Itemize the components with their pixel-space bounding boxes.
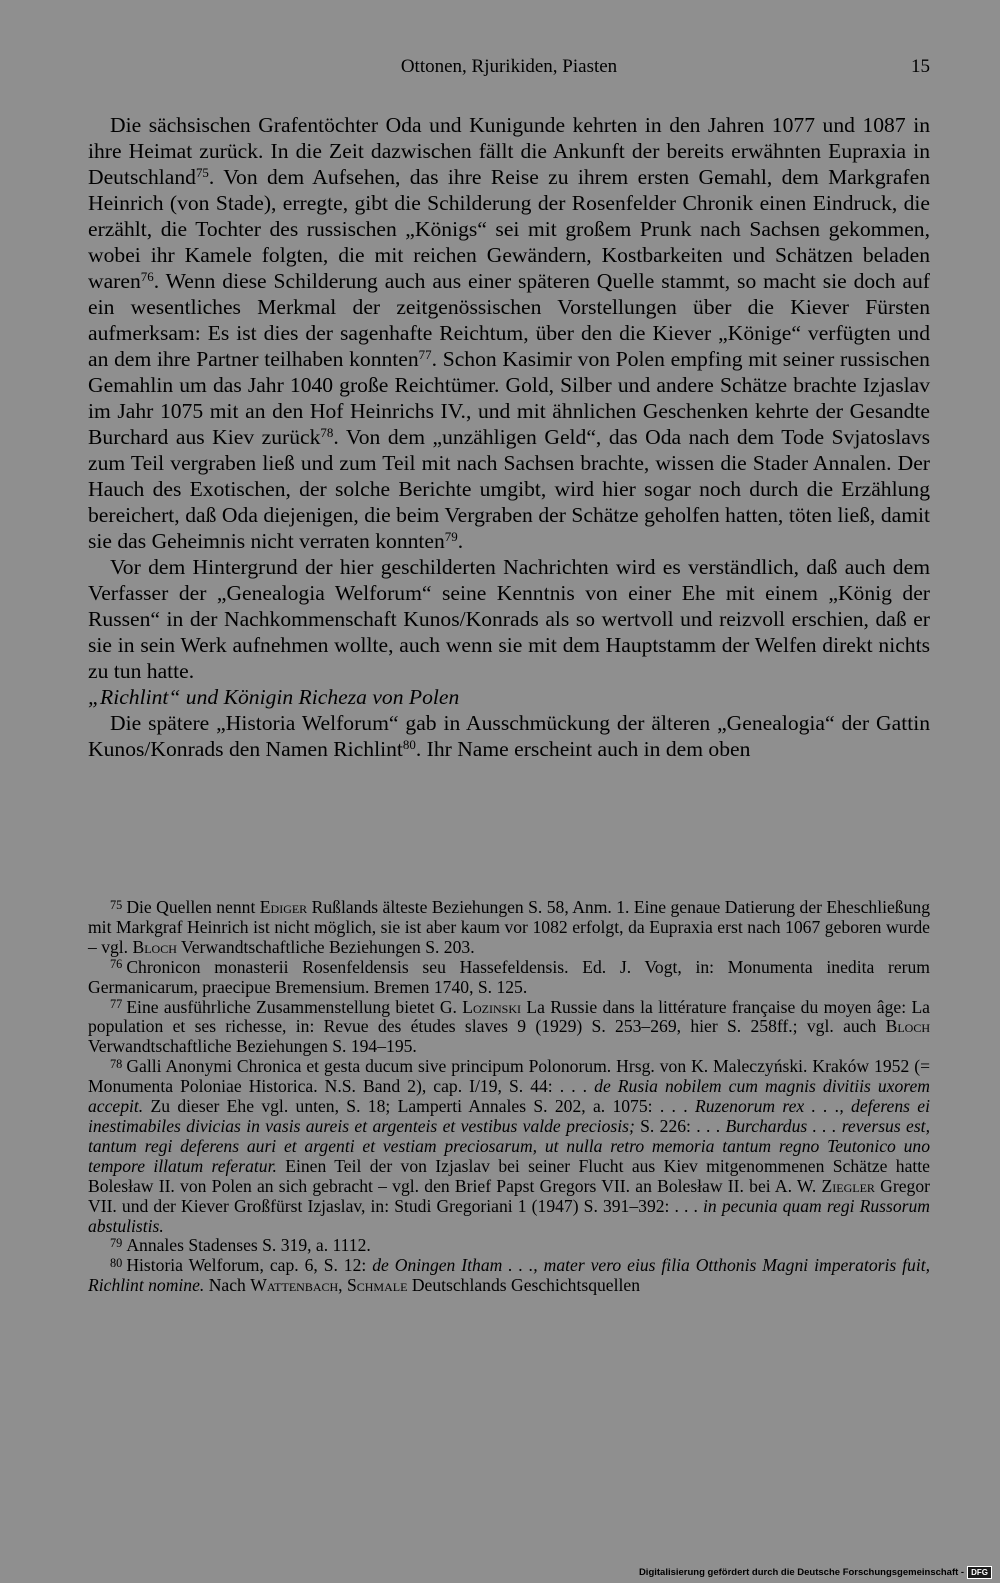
footnote-number: 76 [110,957,123,972]
footnote-80: $^{80}$ Historia Welforum, cap. 6, S. 12: de Oningen Itham . . ., mater vero eius filia Otthonis Magni imperatoris fuit, Richlint nomine. Nach Wattenbach, Schmale Deutschlands Geschichtsquellen [88,1255,930,1296]
footnote-number: 80 [110,1256,123,1271]
footnote-79: $^{79}$ Annales Stadenses S. 319, a. 1112. [110,1235,371,1256]
footnote-78: $^{78}$ Galli Anonymi Chronica et gesta ducum sive principum Polonorum. Hrsg. von K. Maleczyński. Kraków 1952 (= Monumenta Poloniae Historica. N.S. Band 2), cap. I/19, S. 44: . . . de Rusia nobilem cum magnis divitiis uxorem accepit. Zu dieser Ehe vgl. unten, S. 18; Lamperti Annales S. 202, a. 1075: . . . Ruzenorum rex . . ., deferens ei inestimabiles divicias in vasis aureis et argenteis et vestibus valde preciosis; S. 226: . . . Burchardus . . . reversus est, tantum regi deferens auri et argenti et vestiam preciosarum, ut nulla retro memoria tantum regno Teutonico uno tempore illatum referatur. Einen Teil der von Izjaslav bei seiner Flucht aus Kiev mitgenommenen Schätze hatte Bolesław II. von Polen an sich gebracht – vgl. den Brief Papst Gregors VII. an Bolesław II. bei A. W. Ziegler Gregor VII. und der Kiever Großfürst Izjaslav, in: Studi Gregoriani 1 (1947) S. 391–392: . . . in pecunia quam regi Russorum abstulistis. [88,1056,931,1236]
footnote-ref[interactable]: 75 [195,164,209,180]
running-title: Ottonen, Rjurikiden, Piasten [400,56,618,77]
paragraph: Die spätere „Historia Welforum“ gab in Ausschmückung der älteren „Genealogia“ der Gattin Kunos/Konrads den Namen Richlint$^{80}$. Ihr Name erscheint auch in dem oben [88,711,930,761]
footnotes [88,898,930,1296]
paragraph: Die sächsischen Grafentöchter Oda und Kunigunde kehrten in den Jahren 1077 und 1087 in ihre Heimat zurück. In die Zeit dazwischen fällt die Ankunft der bereits erwähnten Eupraxia in Deutschland$^{75}$. Von dem Aufsehen, das ihre Reise zu ihrem ersten Gemahl, dem Markgrafen Heinrich (von Stade), erregte, gibt die Schilderung der Rosenfelder Chronik einen Eindruck, die erzählt, die Tochter des russischen „Königs“ sei mit großem Prunk nach Sachsen gekommen, wobei ihr Kamele folgten, die mit reichen Gewändern, Kostbarkeiten und Schätzen beladen waren$^{76}$. Wenn diese Schilderung auch aus einer späteren Quelle stammt, so macht sie doch auf ein wesentliches Merkmal der zeitgenössischen Vorstellungen über die Kiever Fürsten aufmerksam: Es ist dies der sagenhafte Reichtum, über den die Kiever „Könige“ verfügten und an dem ihre Partner teilhaben konnten$^{77}$. Schon Kasimir von Polen empfing mit seiner russischen Gemahlin um das Jahr 1040 große Reichtümer. Gold, Silber und andere Schätze brachte Izjaslav im Jahr 1075 mit an den Hof Heinrichs IV., und mit ähnlichen Geschenken kehrte der Gesandte Burchard aus Kiev zurück$^{78}$. Von dem „unzähligen Geld“, das Oda nach dem Tode Svjatoslavs zum Teil vergraben ließ und zum Teil mit nach Sachsen brachte, wissen die Stader Annalen. Der Hauch des Exotischen, der solche Berichte umgibt, wird hier sogar noch durch die Erzählung bereichert, daß Oda diejenigen, die beim Vergraben der Schätze geholfen hatten, töten ließ, damit sie das Geheimnis nicht verraten konnten$^{79}$. [88,113,930,553]
footnote-number: 78 [110,1056,123,1071]
page-header [88,56,930,82]
footnote-77: $^{77}$ Eine ausführliche Zusammenstellung bietet G. Lozinski La Russie dans la littérature française du moyen âge: La population et ses richesse, in: Revue des études slaves 9 (1929) S. 253–269, hier S. 258ff.; vgl. auch Bloch Verwandtschaftliche Beziehungen S. 194–195. [88,996,930,1057]
footnote-75: $^{75}$ Die Quellen nennt Ediger Rußlands älteste Beziehungen S. 58, Anm. 1. Eine genaue Datierung der Eheschließung mit Markgraf Heinrich ist nicht möglich, sie ist aber kaum vor 1082 erfolgt, da Eupraxia erst nach 1067 geboren wurde – vgl. Bloch Verwandtschaftliche Beziehungen S. 203. [88,897,930,957]
banner-text: Digitalisierung gefördert durch die Deutsche Forschungsgemeinschaft - [638,1566,965,1578]
footnote-ref[interactable]: 77 [418,346,432,362]
footnote-number: 75 [110,897,123,912]
main-text [88,112,930,762]
footnote-ref[interactable]: 80 [402,736,416,752]
footnote-ref[interactable]: 79 [444,528,458,544]
paragraph: Vor dem Hintergrund der hier geschilderten Nachrichten wird es verständlich, daß auch dem Verfasser der „Genealogia Welforum“ seine Kenntnis von einer Ehe mit einem „König der Russen“ in der Nachkommenschaft Kunos/Konrads als so wertvoll und reizvoll erschien, daß er sie in sein Werk aufnehmen wollte, auch wenn sie mit dem Hauptstamm der Welfen direkt nichts zu tun hatte. [88,555,930,683]
footnote-number: 79 [110,1236,123,1251]
footnote-ref[interactable]: 78 [320,424,334,440]
page-number: 15 [911,56,930,77]
section-heading: „Richlint“ und Königin Richeza von Polen [88,685,460,709]
footnote-ref[interactable]: 76 [140,268,154,284]
footnote-76: $^{76}$ Chronicon monasterii Rosenfeldensis seu Hassefeldensis. Ed. J. Vogt, in: Monumenta inedita rerum Germanicarum, praecipue Bremensium. Bremen 1740, S. 125. [88,956,930,997]
footnote-number: 77 [110,997,123,1012]
digitization-banner [639,1565,992,1579]
dfg-logo-icon: DFG [967,1566,992,1579]
